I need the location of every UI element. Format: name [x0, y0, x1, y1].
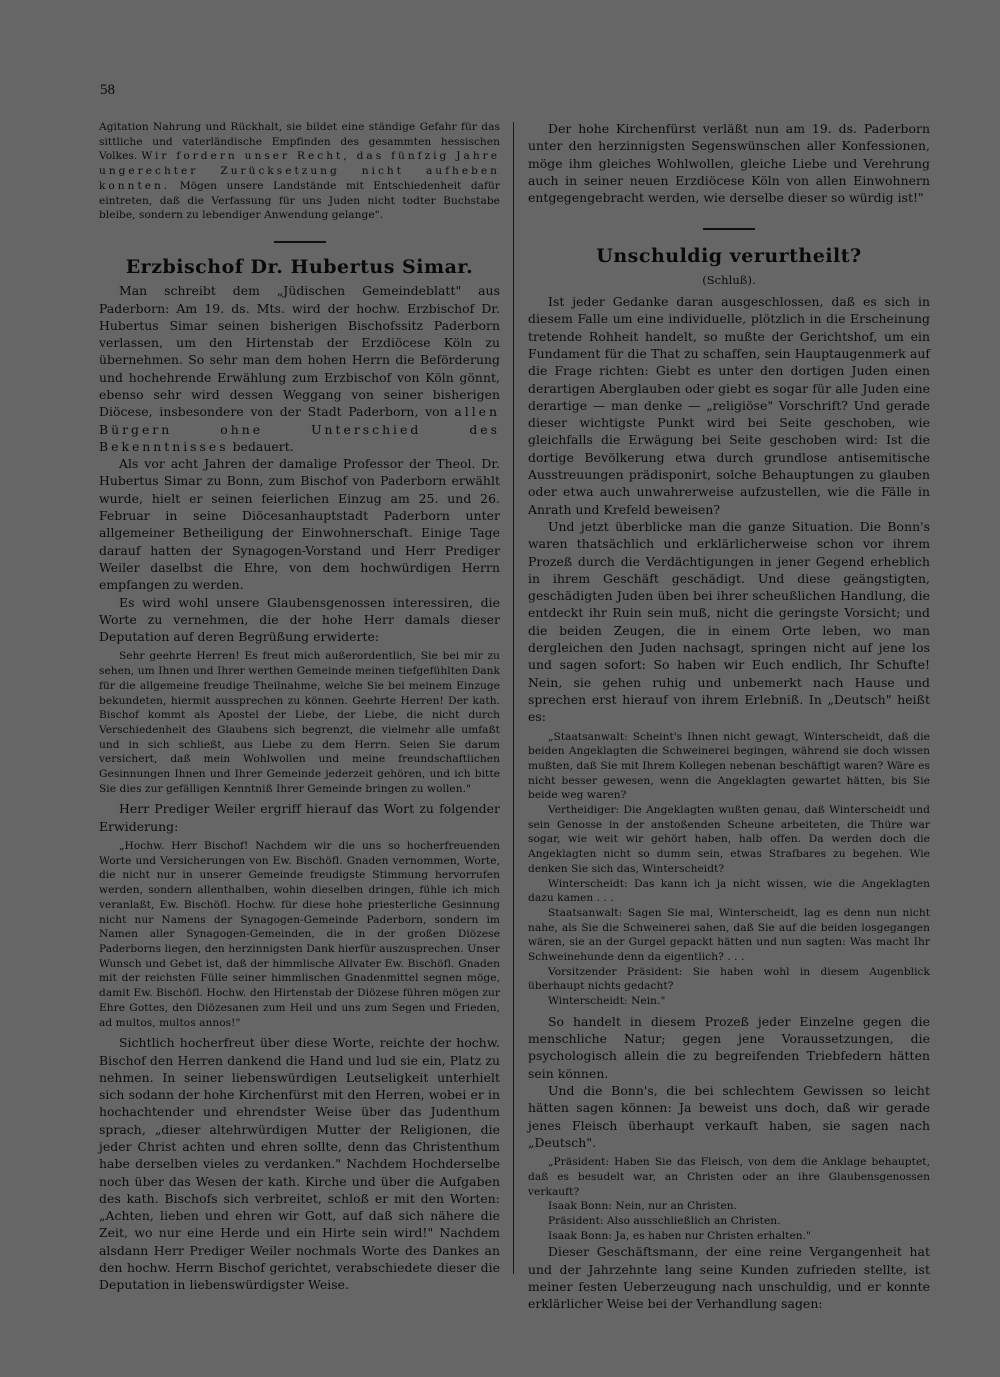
paragraph: So handelt in diesem Prozeß jeder Einzelne gegen die menschliche Natur; gegen jene Voraussetzungen, die psychologisch allein die zu begreifenden Triebfedern hätten sein können. [528, 1013, 930, 1081]
paragraph: Der hohe Kirchenfürst verläßt nun am 19. ds. Paderborn unter den herzinnigsten Segenswünschen aller Konfessionen, möge ihm gleiches Wohlwollen, gleiche Liebe und Verehrung auch in seiner neuen Erzdiöcese Köln von allen Einwohnern entgegengebracht werden, wie derselbe dieser so würdig ist!" [528, 121, 930, 206]
paragraph [99, 120, 500, 223]
paragraph [99, 282, 500, 455]
section-divider [703, 228, 755, 230]
right-column [528, 120, 930, 1313]
column-rule [513, 122, 514, 1274]
article-headline: Erzbischof Dr. Hubertus Simar. [125, 255, 474, 278]
quote: „Hochw. Herr Bischof! Nachdem wir die uns so hocherfreuenden Worte und Versicherungen von Ew. Bischöfl. Gnaden vernommen, Worte, die nicht nur in unserer Gemeinde freudigste Stimmung hervorrufen werden, sondern allenthalben, wohin dieselben dringen, fühle ich mich veranlaßt, Ew. Bischöfl. Hochw. für diese hohe priesterliche Gesinnung nicht nur Namens der Synagogen-Gemeinde Paderborn, sondern im Namen aller Synagogen-Gemeinden, die in der großen Diözese Paderborns liegen, den herzinnigsten Dank hierfür auszusprechen. Unser Wunsch und Gebet ist, daß der himmlische Allvater Ew. Bischöfl. Gnaden mit der reichsten Fülle seiner himmlischen Gnadenmittel segnen möge, damit Ew. Bischöfl. Hochw. den Hirtenstab der Diözese führen mögen zur Ehre Gottes, den Diözesanen zum Heil und uns zum Segen und Frieden, ad multos, multos annos!" [99, 840, 500, 1029]
dialogue-line: Präsident: Also ausschließlich an Christen. [548, 1215, 781, 1228]
text-run: Agitation Nahrung und Rückhalt, sie bildet eine ständige Gefahr für das sittliche und vaterländische Empfinden des gesammten hessischen Volkes. [99, 121, 500, 163]
paragraph: Sichtlich hocherfreut über diese Worte, reichte der hochw. Bischof den Herren dankend die Hand und lud sie ein, Platz zu nehmen. In seiner liebenswürdigen Leutseligkeit unterhielt sich sodann der hohe Kirchenfürst mit den Herren, wobei er in hochachtender und ehrendster Weise über das Judenthum sprach, „dieser altehrwürdigen Mutter der Religionen, die jeder Christ achten und ehren sollte, denn das Christenthum habe derselben vieles zu verdanken." Nachdem Hochderselbe noch über das Wesen der kath. Kirche und über die Aufgaben des kath. Bischofs sich verbreitet, schloß er mit den Worten: „Achten, lieben und ehren wir Gott, auf daß sich nähere die Zeit, wo nur eine Herde und ein Hirte sein wird!" Nachdem alsdann Herr Prediger Weiler nochmals Worte des Dankes an den hochw. Herrn Bischof gerichtet, verabschiedete dieser die Deputation in liebenswürdigster Weise. [99, 1035, 500, 1293]
dialogue-line: Staatsanwalt: Sagen Sie mal, Winterscheidt, lag es denn nun nicht nahe, als Sie die Schweinerei sahen, daß Sie auf die beiden losgegangen wären, sie an der Gurgel gepackt hätten und nun sagten: Was macht Ihr Schweinehunde denn da eigentlich? . . . [528, 906, 930, 964]
dialogue-line: Isaak Bonn: Ja, es haben nur Christen erhalten." [548, 1229, 811, 1242]
dialogue-line: „Staatsanwalt: Scheint's Ihnen nicht gewagt, Winterscheidt, daß die beiden Angeklagten die Schweinerei begingen, während sie doch wissen mußten, daß Sie mit Ihrem Kollegen nebenan beschäftigt waren? Wäre es nicht besser gewesen, wenn die Angeklagten gewartet hätten, bis Sie beide weg waren? [528, 730, 930, 802]
dialogue-line: Winterscheidt: Nein." [548, 995, 666, 1008]
paragraph: Es wird wohl unsere Glaubensgenossen interessiren, die Worte zu vernehmen, die der hohe Herr damals dieser Deputation auf deren Begrüßung erwiderte: [99, 594, 500, 645]
paragraph: Ist jeder Gedanke daran ausgeschlossen, daß es sich in diesem Falle um eine individuelle, plötzlich in die Erscheinung tretende Rohheit handelt, so mußte der Gerichtshof, um ein Fundament für die That zu schaffen, sein Hauptaugenmerk auf die Frage richten: Giebt es unter den dortigen Juden einen derartigen Aberglauben oder giebt es sogar für alle Juden eine derartige — man denke — „religiöse" Vorschrift? Und gerade dieser wichtigste Punkt wird bei Seite geschoben, wie gleichfalls die Erwägung bei Seite geschoben wird: Ist die dortige Bevölkerung etwa durch grundlose antisemitische Ausstreuungen prädisponirt, solche Behauptungen zu glauben oder etwa auch unwahrerweise aufzustellen, wie die Fälle in Anrath und Krefeld beweisen? [528, 294, 930, 517]
article-headline: Unschuldig verurtheilt? [596, 245, 862, 268]
quote: Sehr geehrte Herren! Es freut mich außerordentlich, Sie bei mir zu sehen, um Ihnen und Ihrer werthen Gemeinde meinen tiefgefühlten Dank für die allgemeine freudige Theilnahme, welche Sie bei meinem Einzuge bekundeten, hiermit aussprechen zu können. Geehrte Herren! Der kath. Bischof kommt als Apostel der Liebe, der Liebe, die nicht durch Verschiedenheit des Glaubens sich begrenzt, die vielmehr alle umfaßt und in sich schließt, aus Liebe zu dem Herrn. Seien Sie darum versichert, daß mein Wohlwollen und meine freundschaftlichen Gesinnungen Ihnen und Ihrer Gemeinde jederzeit gehören, und ich bitte Sie dies zur gefälligen Kenntniß Ihrer Gemeinde bringen zu wollen." [99, 650, 500, 795]
paragraph: Und jetzt überblicke man die ganze Situation. Die Bonn's waren thatsächlich und erklärlicherweise schon vor ihrem Prozeß durch die Verdächtigungen in jener Gegend erheblich in ihrem Geschäft geschädigt. Und diese geängstigten, geschädigten Juden üben bei ihrer scheußlichen Handlung, die entdeckt ihr Ruin sein muß, nicht die geringste Vorsicht; und die beiden Zeugen, die in einem Orte leben, wo man dergleichen den Juden nachsagt, springen nicht auf jene los und sagen sofort: So haben wir Euch endlich, Ihr Schufte! Nein, sie gehen ruhig und unbemerkt nach Hause und sprechen erst hierauf von ihrem Erlebniß. In „Deutsch" heißt es: [528, 518, 930, 725]
paragraph: Dieser Geschäftsmann, der eine reine Vergangenheit hat und der Jahrzehnte lang seine Kunden zufrieden stellte, ist meiner festen Ueberzeugung nach unschuldig, und er konnte erklärlicher Weise bei der Verhandlung sagen: [528, 1244, 930, 1312]
dialogue-line: Vertheidiger: Die Angeklagten wußten genau, daß Winterscheidt und sein Genosse in der anstoßenden Scheune arbeiteten, die Thüre war sogar, wie weit wir gehört haben, halb offen. Da werden doch die Angeklagten nicht so dumm sein, etwas Strafbares zu begehen. Wie denken Sie sich das, Winterscheidt? [528, 804, 930, 875]
text-run: Mögen unsere Landstände mit Entschiedenheit dafür eintreten, daß die Verfassung für uns Juden nicht todter Buchstabe bleibe, sondern zu lebendiger Anwendung gelange". [99, 179, 501, 222]
text-run: Man schreibt dem „Jüdischen Gemeindeblatt" aus Paderborn: Am 19. ds. Mts. wird der hochw. Erzbischof Dr. Hubertus Simar seinen bisherigen Bischofssitz Paderborn verlassen, um den Hirtenstab der Erzdiöcese Köln zu übernehmen. So sehr man dem hohen Herrn die Beförderung und hochehrende Erwählung zum Erzbischof von Köln gönnt, ebenso sehr wird dessen Weggang von seiner bisherigen Diöcese, insbesondere von der Stadt Paderborn, von [99, 283, 500, 420]
article-subhead: (Schluß). [702, 272, 756, 287]
page-number: 58 [100, 82, 115, 98]
text-run: bedauert. [232, 438, 294, 454]
paragraph: Und die Bonn's, die bei schlechtem Gewissen so leicht hätten sagen können: Ja beweist uns doch, daß wir gerade jenes Fleisch überhaupt verkauft haben, sie sagen nach „Deutsch". [528, 1083, 930, 1150]
dialogue-line: Vorsitzender Präsident: Sie haben wohl in diesem Augenblick überhaupt nichts gedacht? [528, 965, 930, 993]
dialogue-line: Isaak Bonn: Nein, nur an Christen. [548, 1200, 738, 1213]
paragraph: Als vor acht Jahren der damalige Professor der Theol. Dr. Hubertus Simar zu Bonn, zum Bischof von Paderborn erwählt wurde, hielt er seinen feierlichen Einzug am 25. und 26. Februar in seine Diöcesanhauptstadt Paderborn unter allgemeiner Betheiligung der Einwohnerschaft. Einige Tage darauf hatten der Synagogen-Vorstand und Herr Prediger Weiler daselbst die Ehre, von dem hochwürdigen Herrn empfangen zu werden. [99, 456, 500, 593]
emphasized-text: Wir fordern unser Recht, das fünfzig Jahre ungerechter Zurücksetzung nicht aufheben konnten. [99, 150, 501, 192]
dialogue-line: „Präsident: Haben Sie das Fleisch, von dem die Anklage behauptet, daß es besudelt war, an Christen oder an ihre Glaubensgenossen verkauft? [528, 1156, 930, 1198]
left-column [99, 120, 500, 1294]
dialogue-line: Winterscheidt: Das kann ich ja nicht wissen, wie die Angeklagten dazu kamen . . . [528, 877, 930, 905]
paragraph: Herr Prediger Weiler ergriff hierauf das Wort zu folgender Erwiderung: [99, 801, 500, 834]
emphasized-text: allen Bürgern ohne Unterschied des Bekenntnisses [99, 404, 500, 454]
section-divider [274, 241, 326, 243]
